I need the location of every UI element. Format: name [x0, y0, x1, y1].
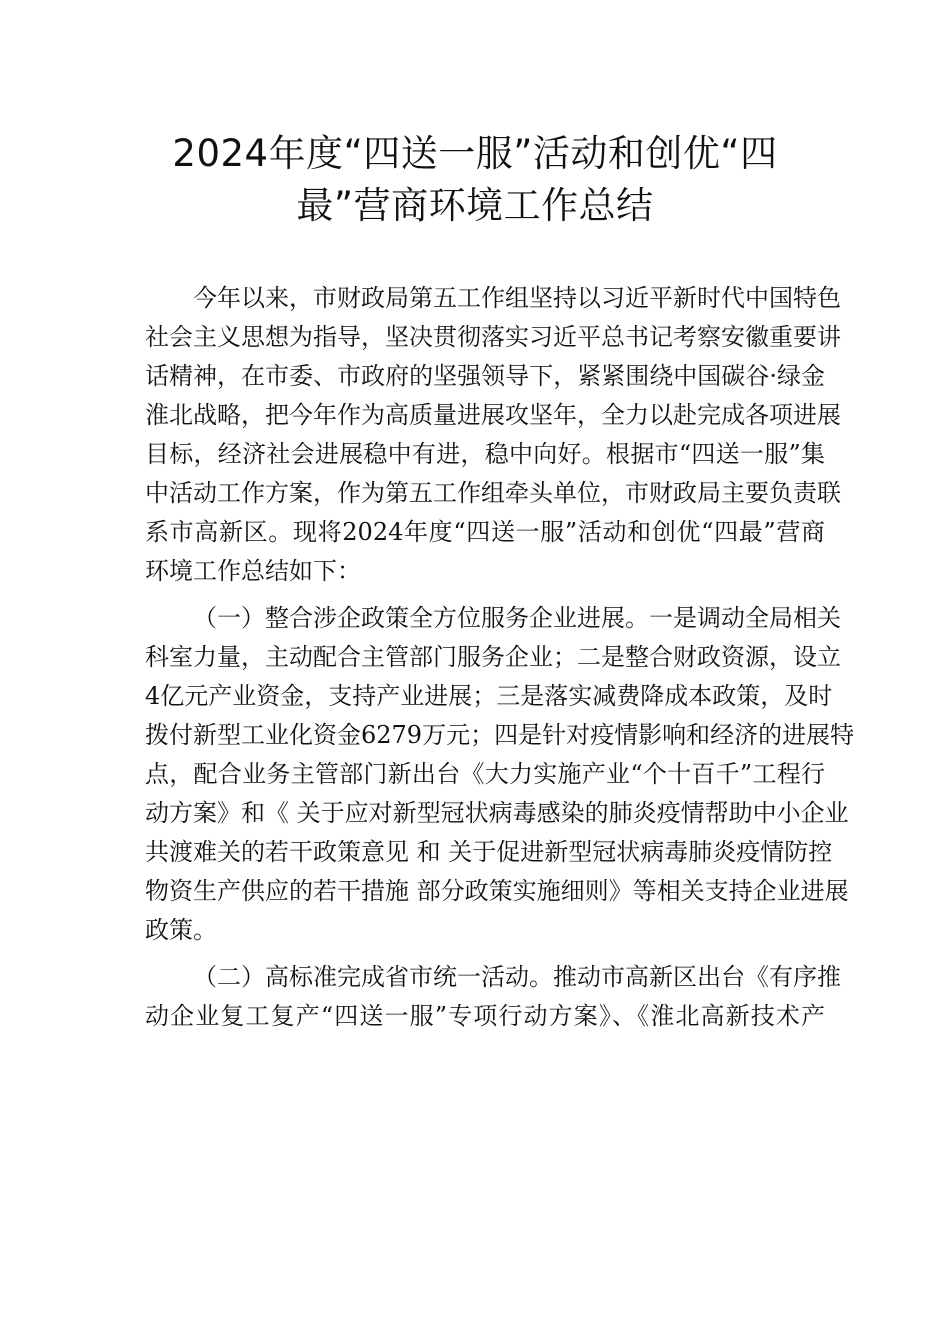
text-line: 共渡难关的若干政策意见 和 关于促进新型冠状病毒肺炎疫情防控 — [145, 838, 833, 866]
text-line: 动企业复工复产“四送一服”专项行动方案》、《淮北高新技术产 — [145, 1002, 825, 1030]
text-line: （一）整合涉企政策全方位服务企业进展。一是调动全局相关 — [193, 604, 841, 632]
text-line: 今年以来，市财政局第五工作组坚持以习近平新时代中国特色 — [193, 284, 841, 312]
text-line: 拨付新型工业化资金6279万元；四是针对疫情影响和经济的进展特 — [145, 721, 855, 749]
document-body — [145, 279, 855, 1036]
text-line: 社会主义思想为指导，坚决贯彻落实习近平总书记考察安徽重要讲 — [145, 323, 841, 351]
text-line: 科室力量，主动配合主管部门服务企业；二是整合财政资源，设立 — [145, 643, 841, 671]
title-line-1: 2024年度“四送一服”活动和创优“四 — [172, 132, 778, 175]
paragraph-section-2 — [145, 958, 841, 1036]
text-line: 物资生产供应的若干措施 部分政策实施细则》等相关支持企业进展 — [145, 877, 849, 905]
text-line: 系市高新区。现将2024年度“四送一服”活动和创优“四最”营商 — [145, 518, 825, 546]
document-title — [120, 128, 830, 232]
text-line: 环境工作总结如下： — [145, 557, 361, 585]
text-line: 政策。 — [145, 916, 217, 944]
text-line: 点，配合业务主管部门新出台《大力实施产业“个十百千”工程行 — [145, 760, 825, 788]
title-line-2: 最”营商环境工作总结 — [296, 184, 654, 227]
text-line: 目标，经济社会进展稳中有进，稳中向好。根据市“四送一服”集 — [145, 440, 825, 468]
paragraph-intro — [145, 279, 841, 591]
text-line: 4亿元产业资金，支持产业进展；三是落实减费降成本政策，及时 — [145, 682, 833, 710]
text-line: （二）高标准完成省市统一活动。推动市高新区出台《有序推 — [193, 963, 841, 991]
text-line: 中活动工作方案，作为第五工作组牵头单位，市财政局主要负责联 — [145, 479, 841, 507]
text-line: 淮北战略，把今年作为高质量进展攻坚年，全力以赴完成各项进展 — [145, 401, 841, 429]
text-line: 动方案》和《 关于应对新型冠状病毒感染的肺炎疫情帮助中小企业 — [145, 799, 849, 827]
paragraph-section-1 — [145, 599, 855, 950]
text-line: 话精神，在市委、市政府的坚强领导下，紧紧围绕中国碳谷·绿金 — [145, 362, 825, 390]
